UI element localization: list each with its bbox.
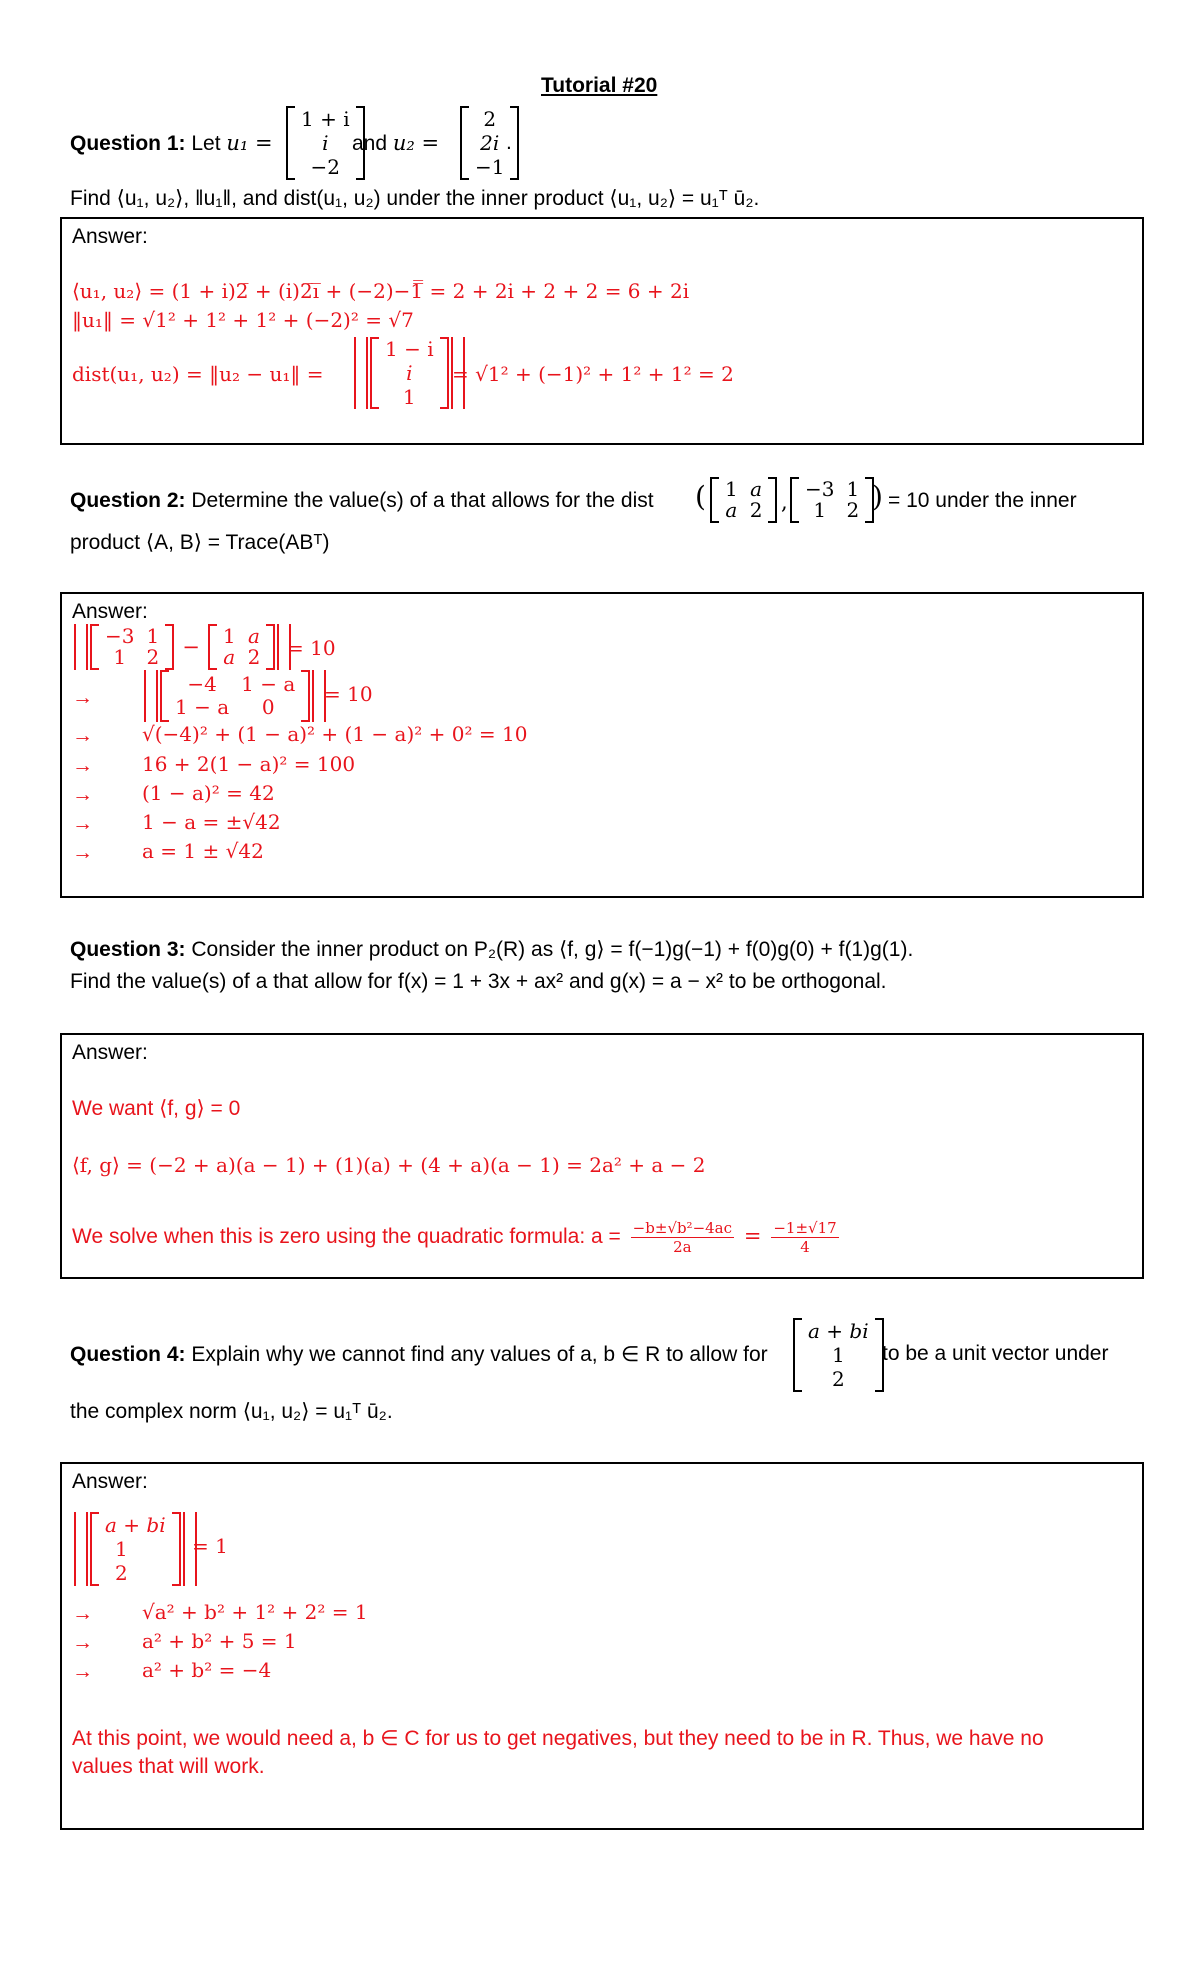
q4-step-1-rhs: = 1 bbox=[192, 1534, 228, 1558]
q3-text-2: Find the value(s) of a that allow for f(x) = 1 + 3x + ax² and g(x) = a − x² to be orthogonal. bbox=[70, 970, 887, 993]
q3-result-fraction: $\frac{-1\pm√17}{4}$ bbox=[773, 1219, 837, 1256]
q4-text-3: the complex norm ⟨u₁, u₂⟩ = u₁ᵀ ū₂. bbox=[70, 1400, 393, 1423]
q3-quadratic-fraction: $\frac{\text{−b±√b²−4ac}}{2a}$ bbox=[632, 1219, 733, 1256]
q4-step: √a² + b² + 1² + 2² = 1 bbox=[142, 1600, 368, 1624]
q2-prompt bbox=[70, 489, 654, 513]
q2-text-2: = 10 under the inner bbox=[888, 489, 1077, 512]
q1-answer-box bbox=[60, 217, 1144, 445]
q4-prompt bbox=[70, 1342, 768, 1367]
q2-step: a = 1 ± √42 bbox=[142, 839, 264, 863]
q1-u1-entry: 1 + i bbox=[301, 107, 350, 131]
arrow-icon: → bbox=[72, 1631, 93, 1654]
q4-step-1-lhs: a + bi 1 2 bbox=[72, 1512, 199, 1586]
q1-diff-entry: 1 − i bbox=[385, 337, 434, 361]
q3-answer-label: Answer: bbox=[72, 1041, 148, 1064]
arrow-icon: → bbox=[72, 724, 93, 747]
q3-answer-line-3: We solve when this is zero using the quadratic formula: a = $\frac{\text{−b±√b²−4ac}}{2a}$ = $\frac{-1\pm√17}{4}$ bbox=[72, 1219, 837, 1256]
q2-text-3: product ⟨A, B⟩ = Trace(ABᵀ) bbox=[70, 531, 330, 554]
q2-matrix-a: 1 a a 2 bbox=[710, 477, 777, 523]
q1-find-line: Find ⟨u₁, u₂⟩, ‖u₁‖, and dist(u₁, u₂) under the inner product ⟨u₁, u₂⟩ = u₁ᵀ ū₂. bbox=[70, 187, 760, 210]
q4-conclusion-1: At this point, we would need a, b ∈ C for us to get negatives, but they need to be in R. Thus, we have no bbox=[72, 1727, 1044, 1750]
q4-answer-label: Answer: bbox=[72, 1470, 148, 1493]
q1-answer-line-2: ‖u₁‖ = √1² + 1² + 1² + (−2)² = √7 bbox=[72, 308, 414, 332]
q1-answer-label: Answer: bbox=[72, 225, 148, 248]
q2-step: (1 − a)² = 42 bbox=[142, 781, 275, 805]
arrow-icon: → bbox=[72, 783, 93, 806]
q1-u1-name: u₁ = bbox=[226, 131, 273, 155]
q3-text-1: Consider the inner product on P₂(R) as ⟨f, g⟩ = f(−1)g(−1) + f(0)g(0) + f(1)g(1). bbox=[191, 938, 914, 961]
q4-answer-box bbox=[60, 1462, 1144, 1830]
q1-prompt bbox=[70, 131, 273, 156]
arrow-icon: → bbox=[72, 686, 93, 709]
q4-step: a² + b² + 5 = 1 bbox=[142, 1629, 297, 1653]
q3-answer-box bbox=[60, 1033, 1144, 1279]
q1-u2-name: u₂ = bbox=[392, 131, 440, 155]
page-title: Tutorial #20 bbox=[541, 74, 658, 97]
q1-u1-entry: −2 bbox=[310, 155, 341, 179]
q1-label: Question 1: bbox=[70, 132, 186, 155]
q2-step-1-lhs: −3 1 1 2 − 1 a a 2 bbox=[72, 624, 293, 670]
q2-answer-label: Answer: bbox=[72, 600, 148, 623]
q2-step-1-rhs: = 10 bbox=[287, 636, 336, 660]
q1-difference-vector bbox=[352, 337, 467, 409]
q2-text-1: Determine the value(s) of a that allows for the dist bbox=[191, 489, 654, 512]
q4-vector: a + bi 1 2 bbox=[793, 1318, 884, 1392]
q1-diff-entry: i bbox=[406, 361, 413, 385]
q2-step-2-rhs: = 10 bbox=[324, 682, 373, 706]
q1-u2-entry: 2i bbox=[480, 131, 500, 155]
q4-label: Question 4: bbox=[70, 1343, 186, 1366]
q1-answer-line-3-lhs: dist(u₁, u₂) = ‖u₂ − u₁‖ = bbox=[72, 362, 324, 386]
q2-step: √(−4)² + (1 − a)² + (1 − a)² + 0² = 10 bbox=[142, 722, 528, 746]
q2-step: 1 − a = ±√42 bbox=[142, 810, 281, 834]
arrow-icon: → bbox=[72, 812, 93, 835]
q3-label: Question 3: bbox=[70, 938, 186, 961]
q3-answer-line-1: We want ⟨f, g⟩ = 0 bbox=[72, 1097, 241, 1120]
q2-label: Question 2: bbox=[70, 489, 186, 512]
q2-step-2-lhs: −4 1 − a 1 − a 0 bbox=[142, 670, 328, 722]
q3-prompt bbox=[70, 937, 913, 962]
arrow-icon: → bbox=[72, 754, 93, 777]
arrow-icon: → bbox=[72, 841, 93, 864]
q1-and: and u₂ = bbox=[352, 131, 440, 155]
q1-period: . bbox=[506, 131, 512, 154]
q2-answer-box bbox=[60, 592, 1144, 898]
q1-diff-entry: 1 bbox=[402, 385, 416, 409]
arrow-icon: → bbox=[72, 1660, 93, 1683]
q1-answer-line-3-rhs: = √1² + (−1)² + 1² + 1² = 2 bbox=[452, 362, 734, 386]
q4-step: a² + b² = −4 bbox=[142, 1658, 272, 1682]
q1-answer-line-1: ⟨u₁, u₂⟩ = (1 + i)2̅ + (i)2̅i̅ + (−2)−1̅̅ = 2 + 2i + 2 + 2 = 6 + 2i bbox=[72, 279, 690, 303]
q4-conclusion-2: values that will work. bbox=[72, 1755, 265, 1778]
arrow-icon: → bbox=[72, 1602, 93, 1625]
q1-u2-entry: 2 bbox=[483, 107, 497, 131]
q1-u1-entry: i bbox=[322, 131, 329, 155]
q1-u2-entry: −1 bbox=[475, 155, 505, 179]
q4-text-2: to be a unit vector under bbox=[882, 1342, 1109, 1365]
q4-text-1: Explain why we cannot find any values of a, b ∈ R to allow for bbox=[191, 1343, 768, 1366]
q2-matrix-b: −3 1 1 2 bbox=[790, 477, 874, 523]
q2-step: 16 + 2(1 − a)² = 100 bbox=[142, 752, 356, 776]
q1-intro: Let bbox=[191, 132, 221, 155]
q3-answer-line-2: ⟨f, g⟩ = (−2 + a)(a − 1) + (1)(a) + (4 + a)(a − 1) = 2a² + a − 2 bbox=[72, 1153, 706, 1177]
